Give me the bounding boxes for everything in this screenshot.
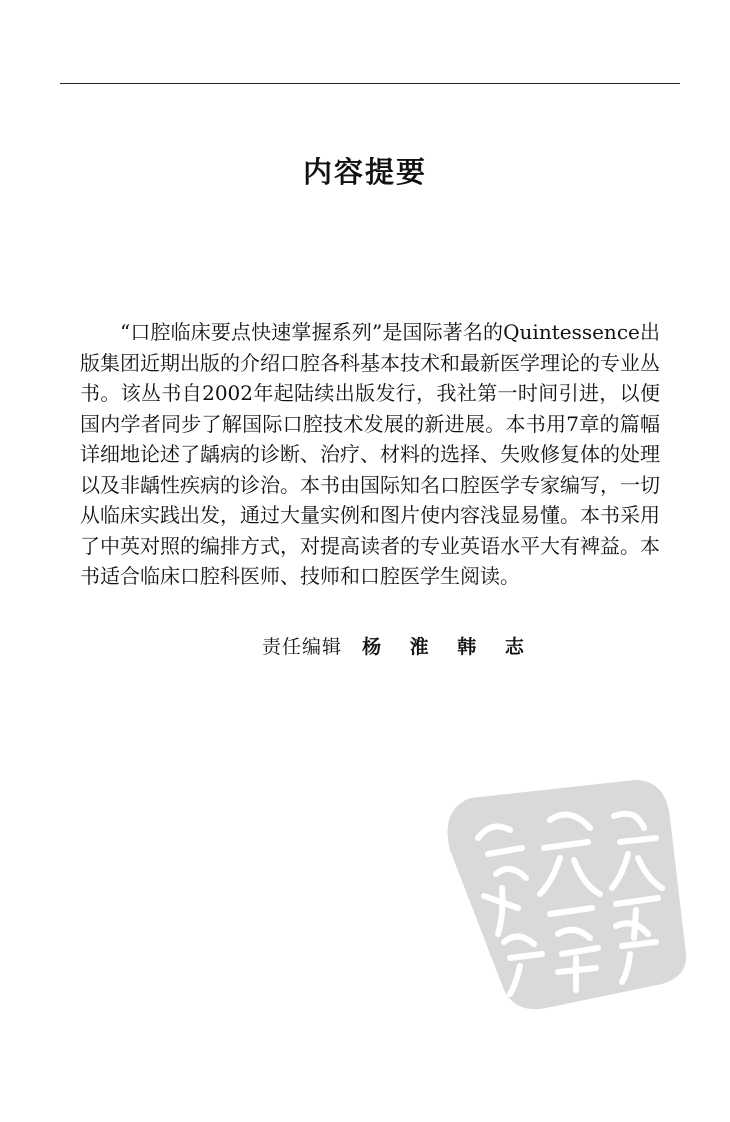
editor-names: 杨 淮 韩 志 [362,636,524,658]
editor-label: 责任编辑 [262,636,343,658]
header-rule [60,83,680,84]
editor-credit [262,633,524,661]
publisher-seal-watermark [430,758,692,1020]
page-title: 内容提要 [302,155,427,189]
summary-paragraph: “口腔临床要点快速掌握系列”是国际著名的Quintessence出版集团近期出版的介绍口腔各科基本技术和最新医学理论的专业丛书。该丛书自2002年起陆续出版发行，我社第一时间引进，以便国内学者同步了解国际口腔技术发展的新进展。本书用7章的篇幅详细地论述了龋病的诊断、治疗、材料的选择、失败修复体的处理以及非龋性疾病的诊治。本书由国际知名口腔医学专家编写，一切从临床实践出发，通过大量实例和图片使内容浅显易懂。本书采用了中英对照的编排方式，对提高读者的专业英语水平大有裨益。本书适合临床口腔科医师、技师和口腔医学生阅读。 [80,320,660,588]
